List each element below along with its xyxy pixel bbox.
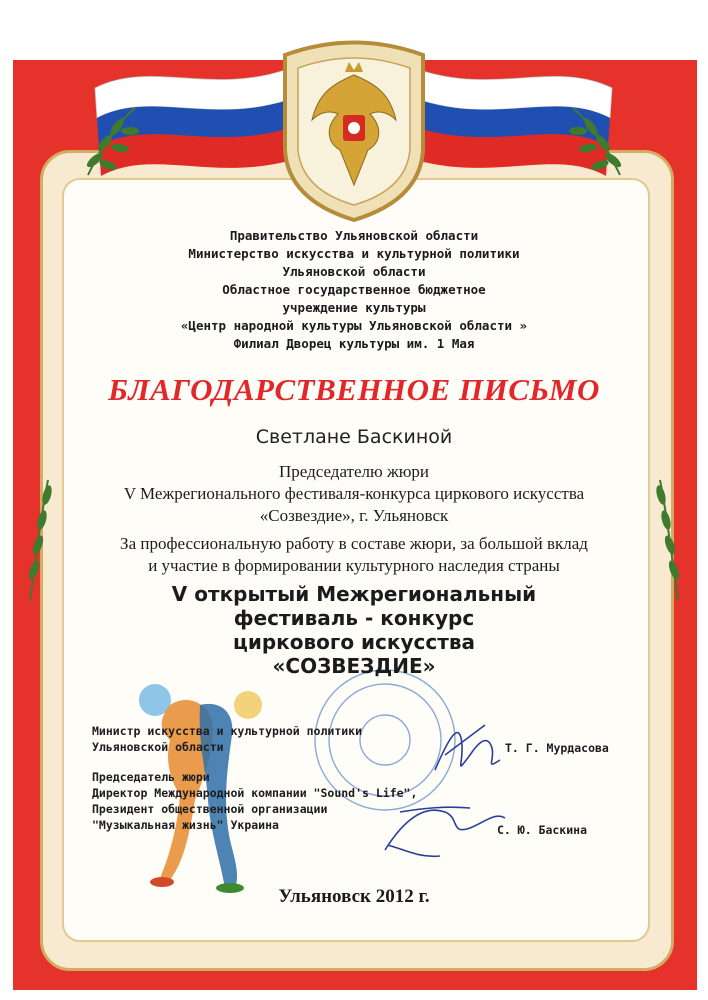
org-line: «Центр народной культуры Ульяновской области » (180, 318, 528, 333)
signatory-1-name: Т. Г. Мурдасова (505, 741, 609, 755)
reason-line: и участие в формировании культурного наследия страны (148, 556, 560, 575)
org-line: Министерство искусства и культурной политики (188, 246, 520, 261)
signature-icon-1 (435, 725, 500, 770)
org-line: Филиал Дворец культуры им. 1 Мая (233, 336, 475, 351)
russian-flag-icon-right (416, 70, 612, 176)
reason-line: За профессиональную работу в составе жюри, за большой вклад (120, 534, 588, 553)
org-line: Правительство Ульяновской области (229, 228, 479, 243)
signatory-2-name: С. Ю. Баскина (497, 823, 588, 837)
org-line: Областное государственное бюджетное (222, 282, 486, 297)
signatory-2-position: Председатель жюри (92, 770, 210, 784)
position-line: Председателю жюри (278, 462, 430, 481)
certificate-title: БЛАГОДАРСТВЕННОЕ ПИСЬМО (108, 372, 600, 407)
position-line: «Созвездие», г. Ульяновск (259, 506, 449, 525)
signatory-2-position: "Музыкальная жизнь" Украина (92, 818, 279, 832)
festival-line: циркового искусства (233, 630, 475, 654)
festival-line: «СОЗВЕЗДИЕ» (272, 654, 436, 678)
signatory-2-position: Директор Международной компании "Sound's Life", (92, 786, 418, 800)
russian-flag-icon-left (95, 70, 292, 176)
festival-line: фестиваль - конкурс (233, 606, 475, 630)
signature-icon-2 (385, 807, 505, 856)
signatory-1-position: Ульяновской области (92, 740, 224, 754)
org-line: Ульяновской области (282, 264, 426, 279)
org-line: учреждение культуры (282, 300, 426, 315)
signatory-1-position: Министр искусства и культурной политики (92, 724, 363, 738)
position-line: V Межрегионального фестиваля-конкурса циркового искусства (123, 484, 585, 503)
recipient-name: Светлане Баскиной (255, 426, 453, 448)
festival-line: V открытый Межрегиональный (171, 582, 537, 606)
coat-of-arms-icon (285, 43, 423, 221)
city-year: Ульяновск 2012 г. (278, 886, 430, 907)
signatory-2-position: Президент общественной организации (92, 802, 328, 816)
